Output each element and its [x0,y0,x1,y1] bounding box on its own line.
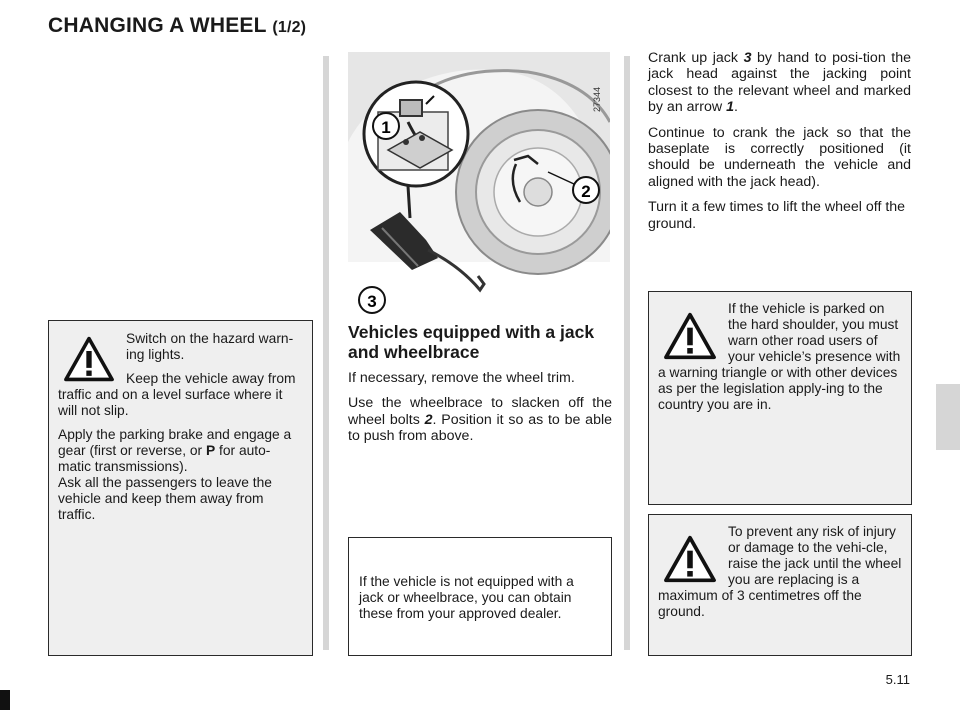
dealer-note-text: If the vehicle is not equipped with a jack or wheelbrace, you can obtain these from your approved dealer. [359,574,574,621]
warning-triangle-icon [62,335,116,383]
title-part: (1/2) [272,19,307,36]
hard-shoulder-text: If the vehicle is parked on the hard shoulder, you must warn other road users of your vehicle’s presence with a warning triangle or with other devices as per the legislation apply-ing to the country you are in. [658,301,901,412]
middle-column [348,322,612,454]
jack-wheel-illustration [348,52,610,316]
warning-triangle-icon [662,534,718,584]
hazard-warning-box [48,320,313,656]
right-column [648,50,911,241]
injury-warning-box [648,514,912,656]
wheelbrace-text: Use the wheelbrace to slacken off the wheel bolts 2. Position it so as to be able to push from above. [348,395,613,445]
passengers-text: Ask all the passengers to leave the vehicle and keep them away from traffic. [58,475,272,522]
lift-wheel-text: Turn it a few times to lift the wheel off the ground. [648,199,906,232]
figure-code: 27344 [592,86,602,112]
callout-1: 1 [381,118,391,137]
callout-3: 3 [367,292,377,311]
corner-mark [0,690,10,710]
keep-away-text: Keep the vehicle away from traffic and on a level surface where it will not slip. [58,371,296,418]
page-title [48,14,306,38]
hard-shoulder-warning-box [648,291,912,505]
remove-trim-text: If necessary, remove the wheel trim. [348,370,575,386]
section-heading: Vehicles equipped with a jack and wheelbrace [348,322,595,362]
chapter-tab [936,384,960,450]
parking-brake-text: Apply the parking brake and engage a gear (first or reverse, or P for auto-matic transmissions). [58,427,292,474]
hazard-lights-text: Switch on the hazard warn-ing lights. [126,331,294,362]
title-main: CHANGING A WHEEL [48,14,267,37]
callout-2: 2 [581,182,591,201]
page-number: 5.11 [885,672,910,687]
column-rule-right [624,56,630,650]
baseplate-text: Continue to crank the jack so that the baseplate is correctly positioned (it should be underneath the vehicle and aligned with the jack head). [648,124,911,190]
column-rule-left [323,56,329,650]
dealer-note-box [348,537,612,656]
warning-triangle-icon [662,311,718,361]
injury-text: To prevent any risk of injury or damage to the vehi-cle, raise the jack until the wheel you are replacing is a maximum of 3 centimetres off the ground. [658,524,902,619]
crank-jack-text: Crank up jack 3 by hand to posi-tion the jack head against the jacking point closest to the relevant wheel and marked by an arrow 1. [648,50,912,116]
